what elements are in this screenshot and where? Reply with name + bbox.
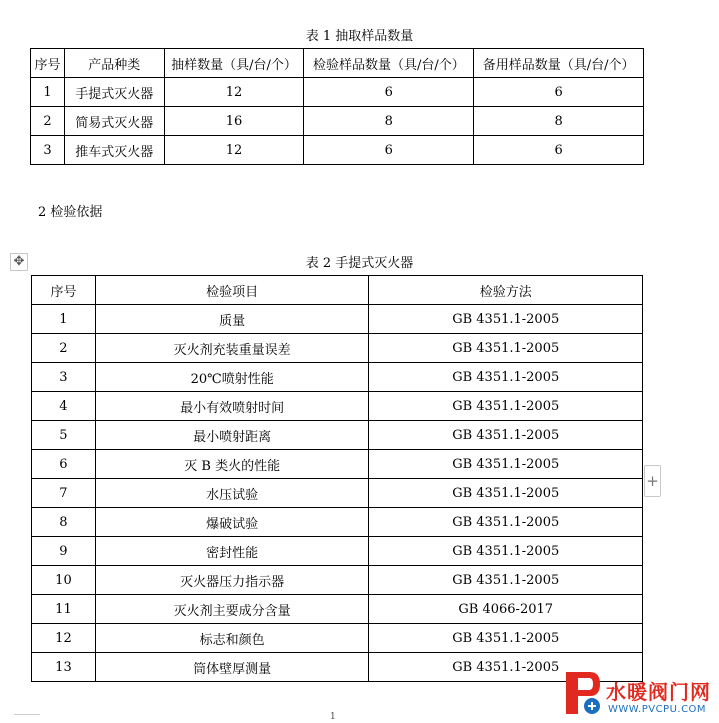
- table2-cell: 13: [32, 653, 96, 682]
- table2-row: [32, 392, 643, 421]
- table2-cell: 标志和颜色: [95, 624, 369, 653]
- table1-cell: 6: [474, 136, 644, 165]
- table1-caption: 表 1 抽取样品数量: [305, 29, 414, 44]
- table1-header-row: [31, 49, 644, 78]
- table2-cell: 灭火剂充装重量误差: [95, 334, 369, 363]
- watermark-title: 水暖阀门网: [606, 680, 711, 704]
- table1-header-cell: 备用样品数量（具/台/个）: [474, 49, 644, 78]
- table2-cell: 1: [32, 305, 96, 334]
- table2-row: [32, 653, 643, 682]
- table2-header-cell: 检验方法: [369, 276, 643, 305]
- table2-cell: GB 4351.1-2005: [369, 421, 643, 450]
- table2-cell: 11: [32, 595, 96, 624]
- table2-cell: 20℃喷射性能: [95, 363, 369, 392]
- table1-cell: 8: [474, 107, 644, 136]
- table2-cell: GB 4351.1-2005: [369, 508, 643, 537]
- table2-cell: 质量: [95, 305, 369, 334]
- table2-cell: 7: [32, 479, 96, 508]
- table1-cell: 2: [31, 107, 65, 136]
- table1-cell: 8: [304, 107, 474, 136]
- table2-cell: 最小喷射距离: [95, 421, 369, 450]
- table2-cell: GB 4351.1-2005: [369, 363, 643, 392]
- table2-cell: GB 4351.1-2005: [369, 566, 643, 595]
- table2-cell: 10: [32, 566, 96, 595]
- table1-cell: 6: [474, 78, 644, 107]
- move-arrows-icon[interactable]: ✥: [10, 253, 28, 271]
- table1-row: [31, 78, 644, 107]
- table2-row: [32, 421, 643, 450]
- table1-cell: 3: [31, 136, 65, 165]
- table2-header-cell: 序号: [32, 276, 96, 305]
- table2-cell: 灭 B 类火的性能: [95, 450, 369, 479]
- table2-cell: GB 4351.1-2005: [369, 305, 643, 334]
- table1-cell: 12: [164, 136, 304, 165]
- watermark-valve-icon: [560, 668, 604, 718]
- table2-cell: 4: [32, 392, 96, 421]
- table2-row: [32, 595, 643, 624]
- table2-header-row: [32, 276, 643, 305]
- table2-cell: 3: [32, 363, 96, 392]
- table2-cell: GB 4351.1-2005: [369, 479, 643, 508]
- sample-quantity-table: [30, 48, 644, 165]
- table2-cell: 5: [32, 421, 96, 450]
- table1-cell: 1: [31, 78, 65, 107]
- inspection-items-table: [31, 275, 643, 682]
- table2-cell: 水压试验: [95, 479, 369, 508]
- table1-row: [31, 136, 644, 165]
- watermark-url: WWW.PVCPU.COM: [608, 704, 707, 715]
- table1-cell: 6: [304, 136, 474, 165]
- table2-cell: GB 4351.1-2005: [369, 624, 643, 653]
- table1-cell: 16: [164, 107, 304, 136]
- table1-header-cell: 序号: [31, 49, 65, 78]
- table2-cell: 6: [32, 450, 96, 479]
- table2-row: [32, 305, 643, 334]
- table2-cell: 灭火器压力指示器: [95, 566, 369, 595]
- table1-cell: 12: [164, 78, 304, 107]
- table2-cell: GB 4351.1-2005: [369, 334, 643, 363]
- table2-cell: GB 4066-2017: [369, 595, 643, 624]
- table2-cell: 爆破试验: [95, 508, 369, 537]
- table2-row: [32, 537, 643, 566]
- table2-cell: 灭火剂主要成分含量: [95, 595, 369, 624]
- table1-row: [31, 107, 644, 136]
- table1-cell: 手提式灭火器: [64, 78, 164, 107]
- table2-row: [32, 450, 643, 479]
- table1-cell: 简易式灭火器: [64, 107, 164, 136]
- table1-cell: 推车式灭火器: [64, 136, 164, 165]
- table2-row: [32, 624, 643, 653]
- watermark-logo: [560, 668, 719, 723]
- table2-cell: 12: [32, 624, 96, 653]
- table2-cell: 9: [32, 537, 96, 566]
- table1-header-cell: 抽样数量（具/台/个）: [164, 49, 304, 78]
- table2-row: [32, 363, 643, 392]
- table2-row: [32, 479, 643, 508]
- table2-cell: 2: [32, 334, 96, 363]
- table2-cell: 最小有效喷射时间: [95, 392, 369, 421]
- table2-cell: 筒体壁厚测量: [95, 653, 369, 682]
- table1-header-cell: 产品种类: [64, 49, 164, 78]
- page-number: 1: [330, 712, 336, 722]
- table2-header-cell: 检验项目: [95, 276, 369, 305]
- table2-row: [32, 508, 643, 537]
- table2-row: [32, 334, 643, 363]
- table1-header-cell: 检验样品数量（具/台/个）: [304, 49, 474, 78]
- table2-cell: GB 4351.1-2005: [369, 450, 643, 479]
- table1-cell: 6: [304, 78, 474, 107]
- table2-caption: 表 2 手提式灭火器: [305, 256, 414, 271]
- table2-cell: GB 4351.1-2005: [369, 537, 643, 566]
- table2-cell: 8: [32, 508, 96, 537]
- plus-icon[interactable]: +: [644, 465, 661, 497]
- footer-divider: [14, 714, 40, 715]
- table2-cell: GB 4351.1-2005: [369, 392, 643, 421]
- table2-cell: GB 4351.1-2005: [369, 653, 643, 682]
- section-heading: 2 检验依据: [38, 205, 103, 220]
- table2-cell: 密封性能: [95, 537, 369, 566]
- table2-row: [32, 566, 643, 595]
